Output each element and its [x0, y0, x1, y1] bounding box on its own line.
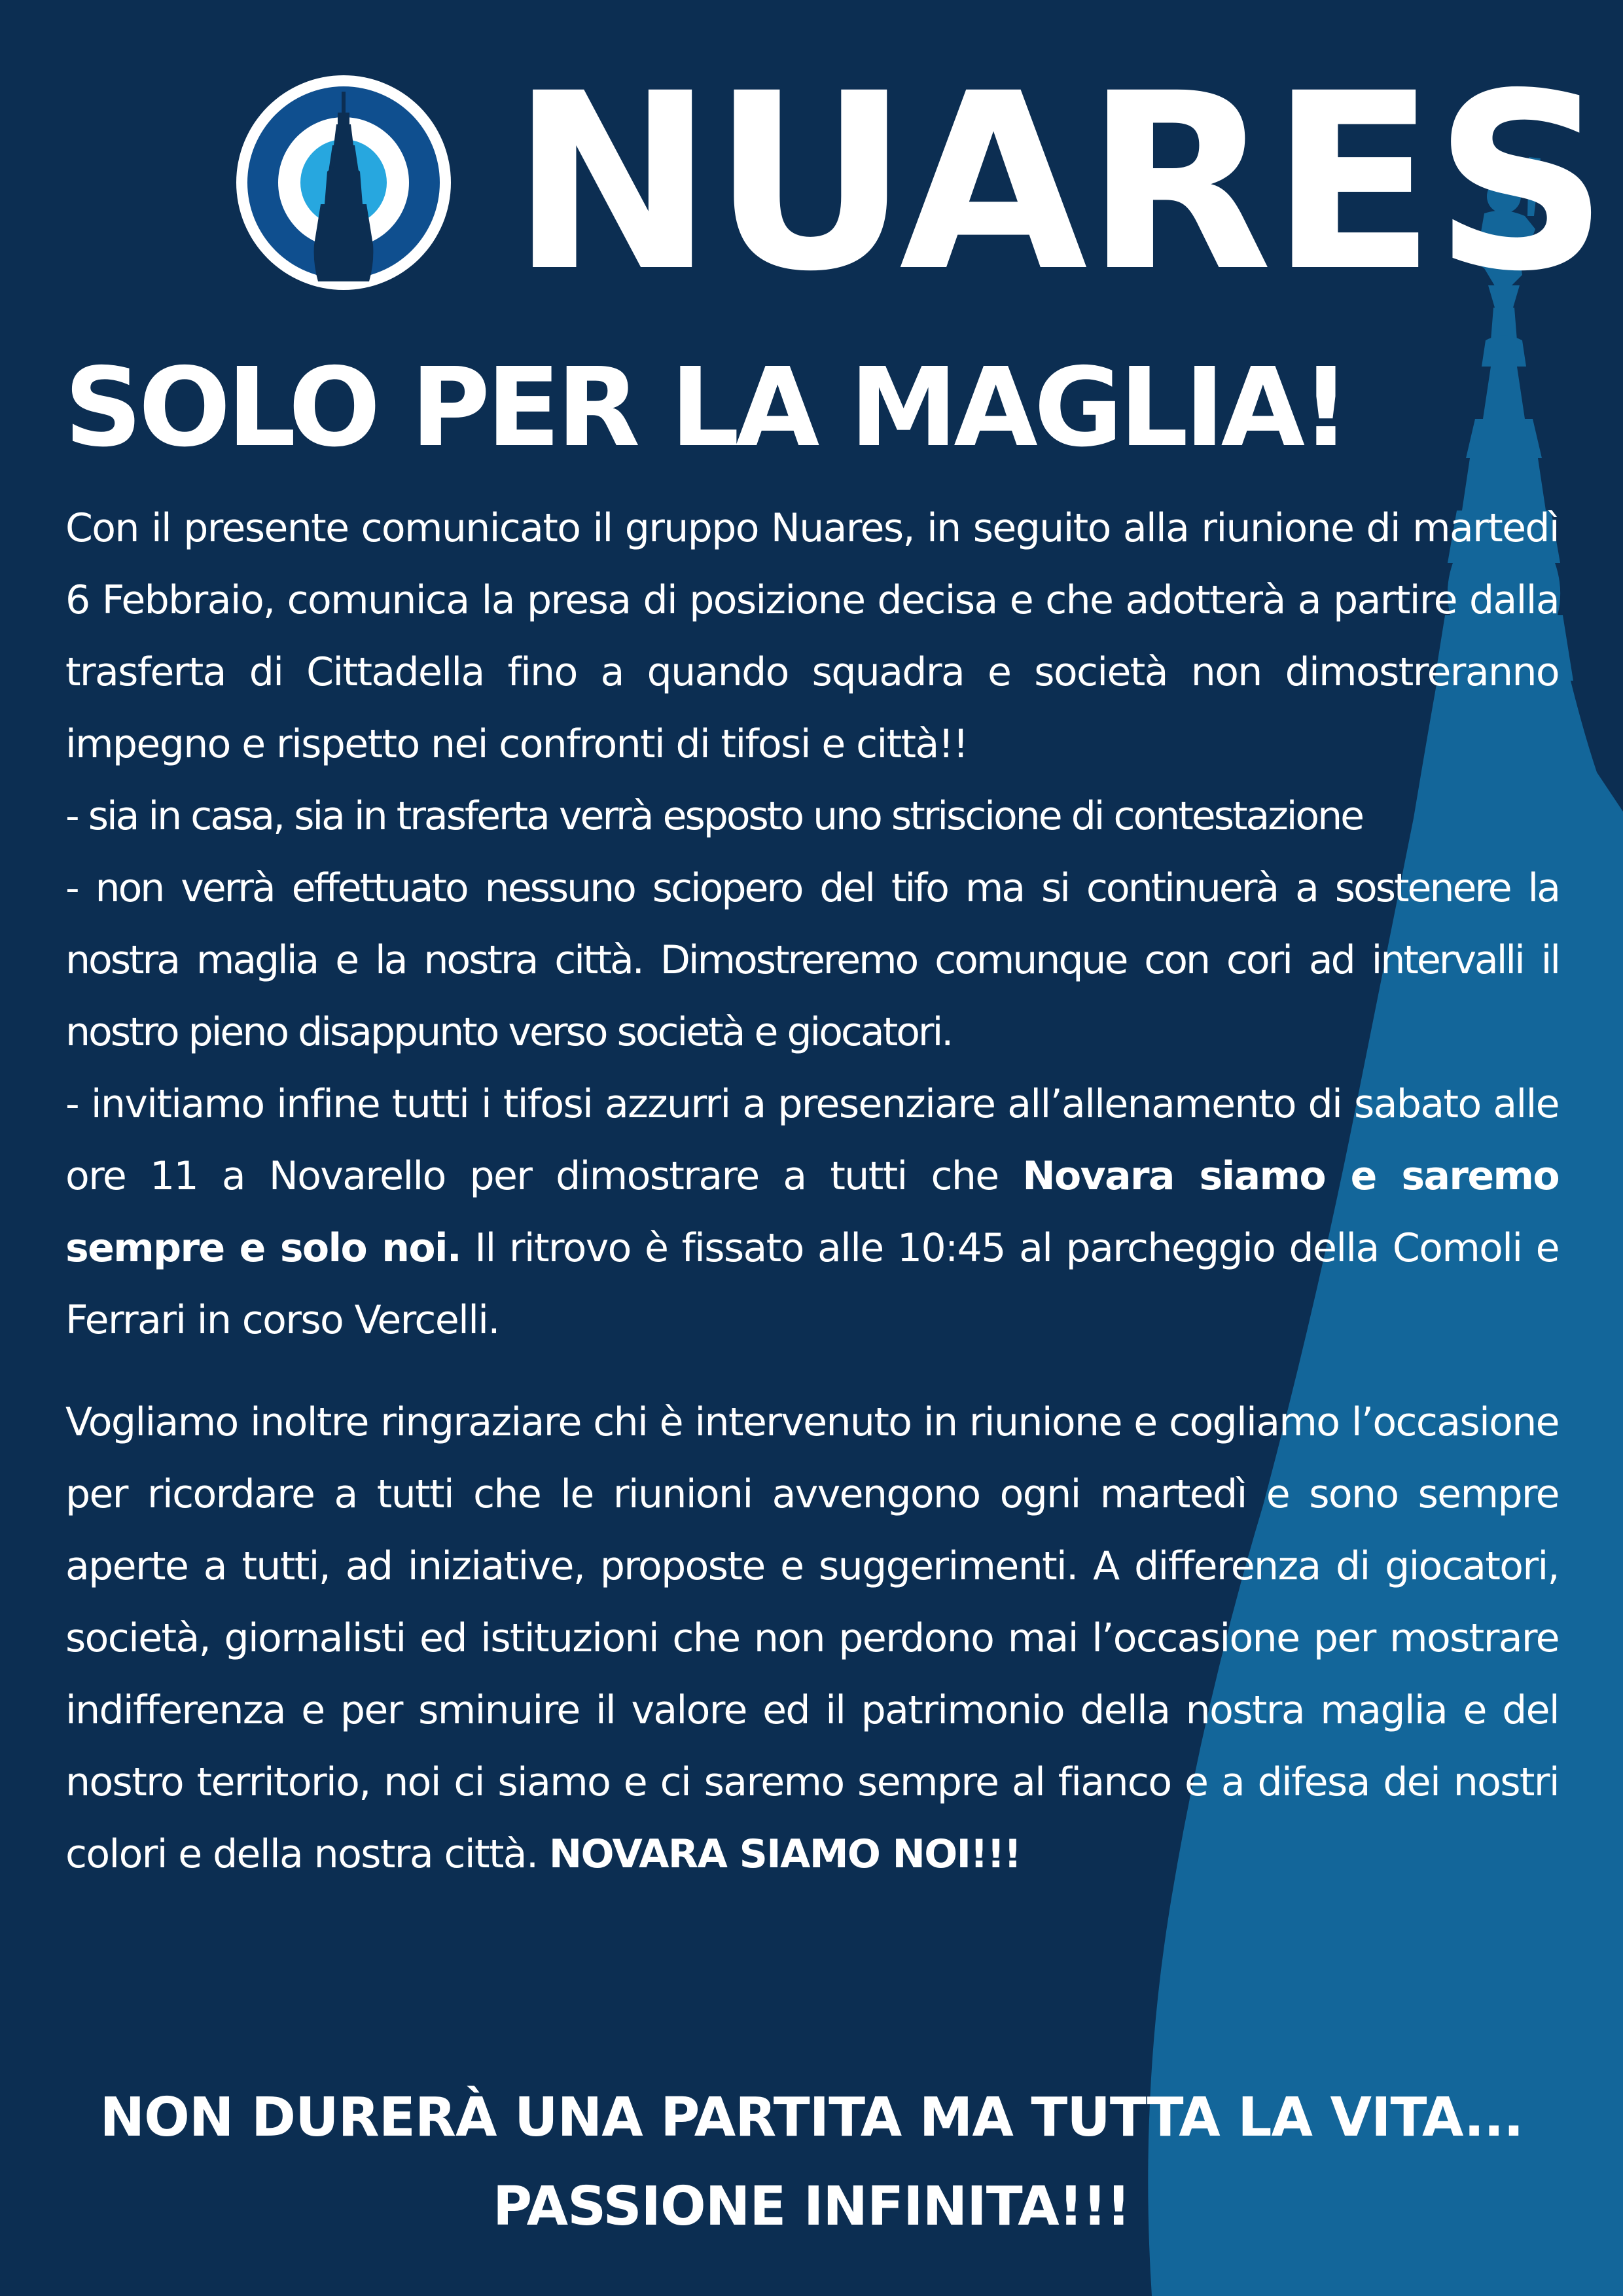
bullet-training-meeting: Il ritrovo è fissato alle 10:45 al parcheggio della Comoli e Ferrari in corso Vercelli.: [65, 1225, 1559, 1343]
cupola-emblem-icon: [234, 73, 453, 292]
intro-paragraph: Con il presente comunicato il gruppo Nuares, in seguito alla riunione di martedì 6 Febbraio, comunica la presa di posizione decisa e che adotterà a partire dalla trasferta di Cittadella fino a quando squadra e società non dimostreranno impegno e rispetto nei confronti di tifosi e città!!: [65, 505, 1559, 767]
closing-slogan: NOVARA SIAMO NOI!!!: [548, 1831, 1021, 1877]
announcement-body: [65, 492, 1559, 1890]
paragraph-gap: [65, 1356, 1559, 1386]
bullet-support: - non verrà effettuato nessuno sciopero del tifo ma si continuerà a sostenere la nostra maglia e la nostra città. Dimostreremo comunque con cori ad intervalli il nostro pieno disappunto verso società e giocatori.: [65, 865, 1559, 1055]
footer-slogan: [0, 2073, 1623, 2251]
headline: SOLO PER LA MAGLIA!: [64, 345, 1347, 471]
closing-paragraph: [65, 1386, 1559, 1890]
brand-title: NUARES: [510, 41, 1607, 325]
bullet-banner: - sia in casa, sia in trasferta verrà esposto uno striscione di contestazione: [65, 793, 1363, 839]
bullet-training-bold: Novara siamo e saremo sempre e solo noi.: [65, 1153, 1560, 1271]
bullet-training-text: - invitiamo infine tutti i tifosi azzurri a presenziare all’allenamento di sabato alle ore 11 a Novarello per dimostrare a tutti che: [65, 1081, 1559, 1199]
footer-line-1: NON DURERÀ UNA PARTITA MA TUTTA LA VITA...: [99, 2087, 1524, 2149]
bullet-training: [65, 1068, 1559, 1356]
closing-text: Vogliamo inoltre ringraziare chi è intervenuto in riunione e cogliamo l’occasione per ricordare a tutti che le riunioni avvengono ogni martedì e sono sempre aperte a tutti, ad iniziative, proposte e suggerimenti. A differenza di giocatori, società, giornalisti ed istituzioni che non perdono mai l’occasione per mostrare indifferenza e per sminuire il valore ed il patrimonio della nostra maglia e del nostro territorio, noi ci siamo e ci saremo sempre al fianco e a difesa dei nostri colori e della nostra città.: [65, 1399, 1559, 1877]
footer-line-2: PASSIONE INFINITA!!!: [493, 2176, 1130, 2238]
